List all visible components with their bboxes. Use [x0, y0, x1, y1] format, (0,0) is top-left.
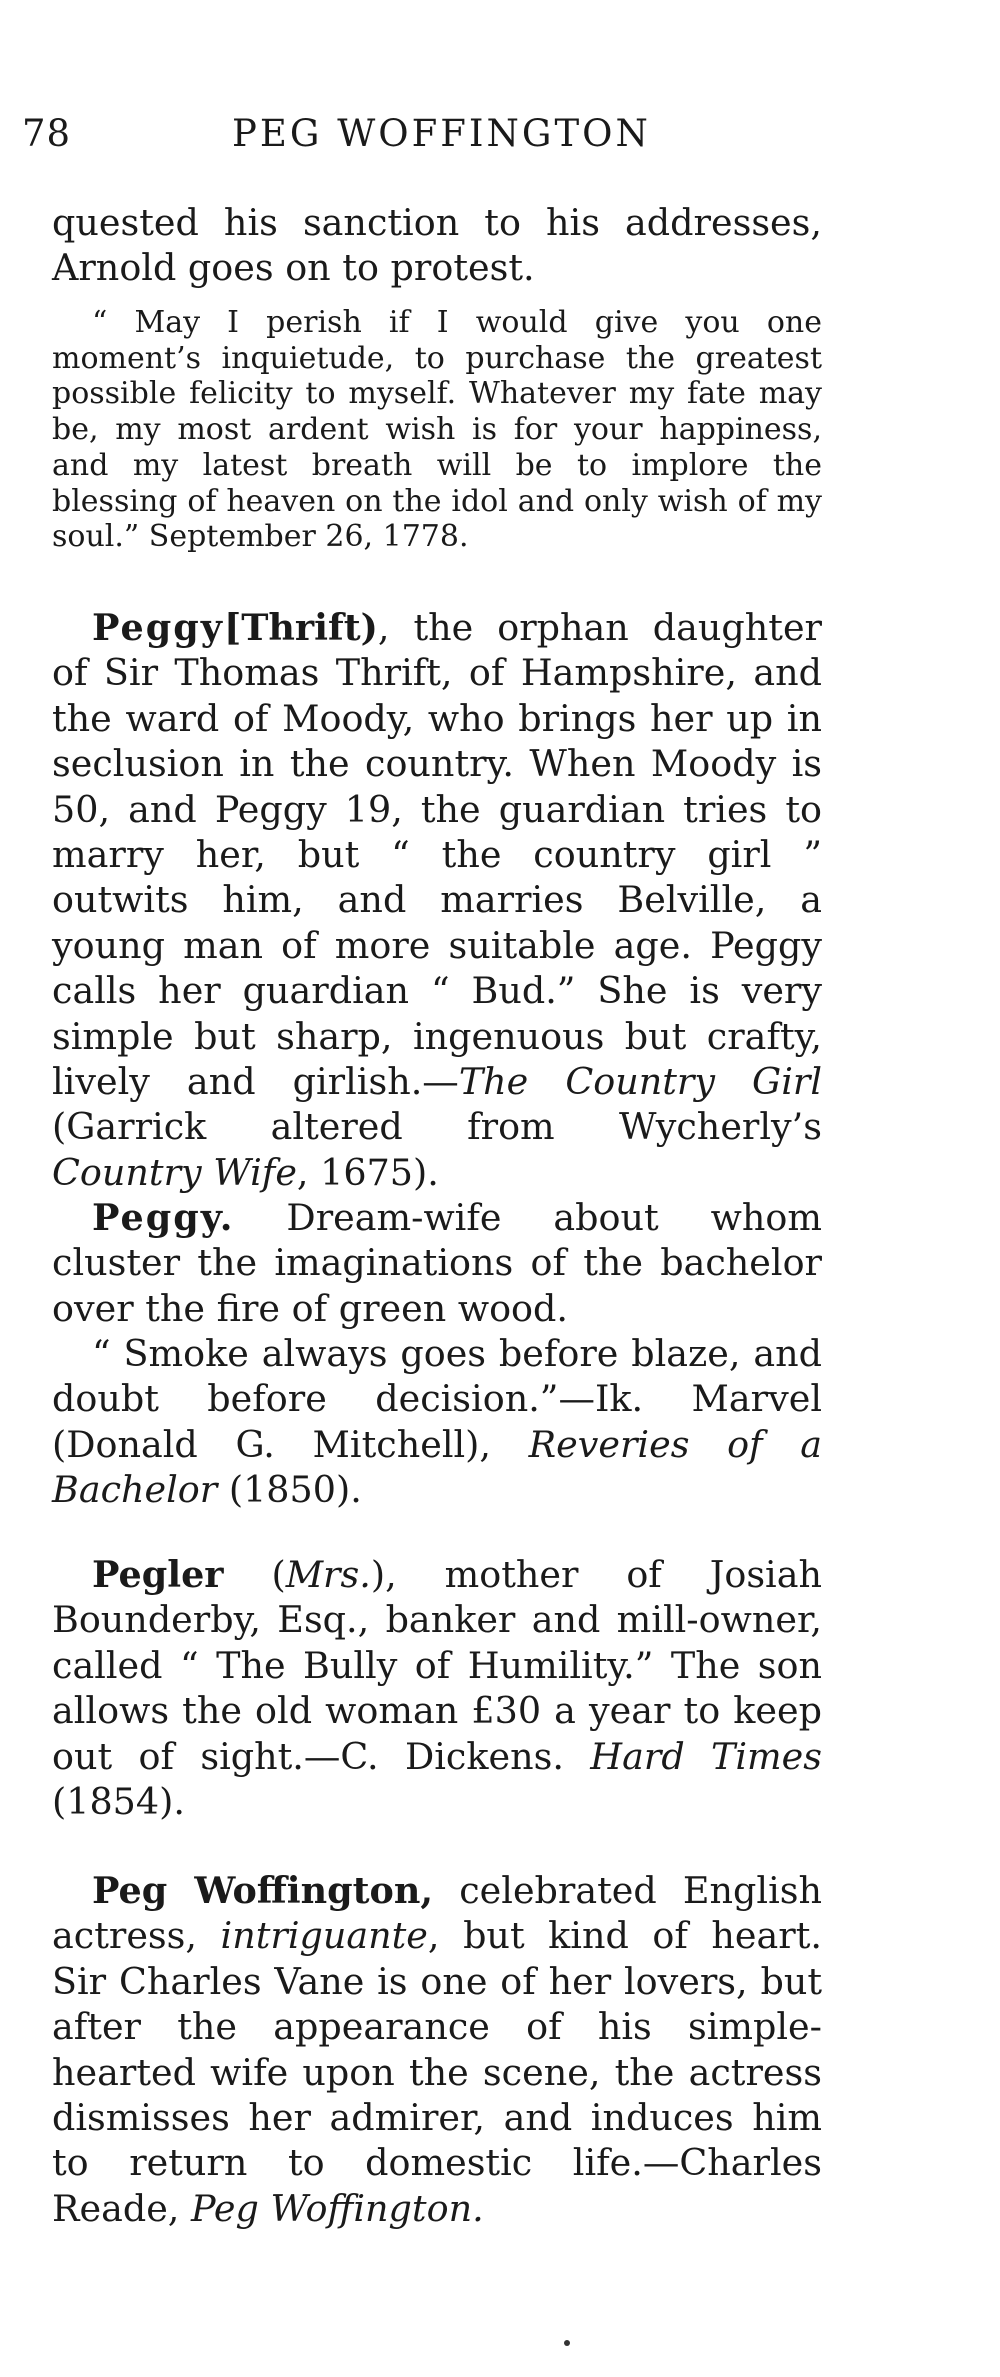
- entry-work-title: The Country Girl: [458, 1060, 823, 1104]
- entry-text: , mother of Josiah Bounderby, Esq., banker and mill-owner, called “ The Bully of Humility.” The son allows the old woman £30 a year to keep out of sight.—C. Dickens.: [52, 1553, 823, 1778]
- entry-text: (: [223, 1553, 286, 1596]
- entry-text: “ Smoke always goes before blaze, and doubt before decision.”—Ik. Marvel (Donald G. Mitchell),: [52, 1332, 822, 1466]
- entry-text: Dream-wife about whom cluster the imaginations of the bachelor over the fire of green wood.: [52, 1196, 822, 1330]
- entry-epithet: intriguante: [220, 1914, 428, 1958]
- continuation-paragraph: quested his sanction to his addresses, Arnold goes on to protest.: [52, 201, 822, 290]
- entry-qualifier: [Thrift): [223, 606, 378, 649]
- entry-peggy-thrift: [52, 605, 822, 1195]
- entry-text: , 1675).: [296, 1150, 439, 1194]
- entry-name: Peg Woffington,: [92, 1869, 434, 1912]
- entry-work-title: Reveries of a Bachelor: [52, 1422, 822, 1512]
- entry-name: Peggy: [92, 606, 224, 649]
- entry-pegler: [52, 1552, 822, 1824]
- entry-text: , the orphan daughter of Sir Thomas Thrift, of Hampshire, and the ward of Moody, who brings her up in seclusion in the country. When Moody is 50, and Peggy 19, the guardian tries to marry her, but “ the country girl ” outwits him, and marries Belville, a young man of more suitable age. Peggy calls her guardian “ Bud.” She is very simple but sharp, ingenuous but crafty, lively and girlish.—: [52, 606, 822, 1104]
- printer-mark-dot: [564, 2340, 570, 2346]
- entry-text: (1850).: [217, 1468, 362, 1512]
- entry-text: , but kind of heart. Sir Charles Vane is one of her lovers, but after the appearance of his simple-hearted wife upon the scene, the actress dismisses her admirer, and induces him to return to domestic life.—Charles Reade,: [52, 1914, 822, 2230]
- page-number: 78: [22, 112, 72, 155]
- entry-peg-woffington: [52, 1868, 822, 2231]
- entry-text: ): [370, 1553, 386, 1596]
- entry-source-title: Country Wife: [52, 1150, 297, 1194]
- entry-qualifier: Mrs.: [285, 1553, 371, 1596]
- arnold-quote: “ May I perish if I would give you one moment’s inquietude, to purchase the greatest possible felicity to myself. Whatever my fate may be, my most ardent wish is for your happiness, and my latest breath will be to implore the blessing of heaven on the idol and only wish of my soul.” September 26, 1778.: [52, 305, 822, 555]
- entry-text: celebrated English actress,: [52, 1869, 822, 1958]
- entry-work-title: Hard Times: [590, 1734, 823, 1778]
- entry-work-title: Peg Woffington.: [191, 2186, 484, 2230]
- entry-text: (1854).: [52, 1780, 185, 1824]
- running-title: PEG WOFFINGTON: [232, 112, 651, 155]
- entry-name: Pegler: [92, 1553, 224, 1596]
- entry-name: Peggy.: [92, 1196, 235, 1239]
- page-header: [22, 112, 842, 162]
- entry-peggy-dream-wife: [52, 1195, 822, 1331]
- entry-text: (Garrick altered from Wycherly’s: [52, 1105, 822, 1149]
- entry-peggy-quote: [52, 1331, 822, 1513]
